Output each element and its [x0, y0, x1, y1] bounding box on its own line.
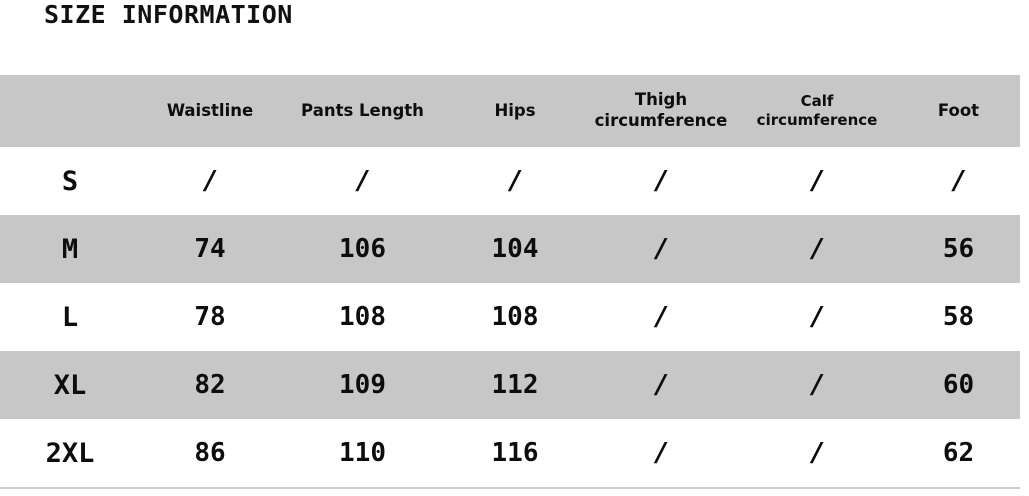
cell-thigh: / [656, 234, 666, 264]
table-header-row [0, 75, 1020, 147]
cell-calf: / [812, 438, 822, 468]
table-row [0, 147, 1020, 215]
cell-size: S [61, 165, 79, 197]
table-row [0, 419, 1020, 487]
cell-pants-length: / [357, 166, 368, 196]
cell-hips: / [510, 166, 520, 196]
cell-foot: 62 [942, 438, 975, 468]
cell-pants-length: 106 [339, 234, 386, 264]
table-bottom-divider [0, 487, 1020, 489]
column-header-waistline: Waistline [166, 100, 254, 120]
cell-calf: / [812, 370, 822, 400]
cell-size: 2XL [45, 437, 95, 469]
cell-hips: 108 [491, 302, 539, 332]
cell-size: L [61, 301, 79, 333]
cell-waistline: 82 [194, 370, 226, 400]
cell-waistline: 86 [194, 438, 226, 468]
cell-pants-length: 108 [339, 302, 386, 332]
cell-hips: 112 [491, 370, 539, 400]
column-header-hips: Hips [494, 100, 536, 120]
column-header-pants-length: Pants Length [301, 100, 424, 120]
cell-calf: / [812, 302, 822, 332]
cell-thigh: / [656, 166, 666, 196]
cell-foot: 60 [942, 370, 975, 400]
cell-calf: / [812, 166, 822, 196]
cell-hips: 116 [491, 438, 539, 468]
cell-pants-length: 109 [339, 370, 386, 400]
cell-waistline: 74 [194, 234, 226, 264]
cell-hips: 104 [491, 234, 539, 264]
cell-waistline: 78 [194, 302, 226, 332]
cell-size: XL [53, 369, 87, 401]
size-information-table [0, 75, 1020, 487]
cell-foot: / [953, 166, 964, 196]
cell-foot: 56 [942, 234, 975, 264]
table-row [0, 351, 1020, 419]
column-header-size [0, 75, 140, 147]
cell-thigh: / [656, 438, 666, 468]
cell-foot: 58 [942, 302, 975, 332]
page-title: SIZE INFORMATION [44, 0, 293, 29]
cell-pants-length: 110 [339, 438, 386, 468]
cell-thigh: / [656, 302, 666, 332]
table-row [0, 215, 1020, 283]
column-header-foot: Foot [937, 100, 980, 120]
table-row [0, 283, 1020, 351]
column-header-calf-circumference: Calf circumference [756, 92, 878, 129]
cell-calf: / [812, 234, 822, 264]
cell-waistline: / [205, 166, 215, 196]
column-header-thigh-circumference: Thigh circumference [594, 90, 728, 130]
cell-thigh: / [656, 370, 666, 400]
cell-size: M [61, 233, 79, 265]
